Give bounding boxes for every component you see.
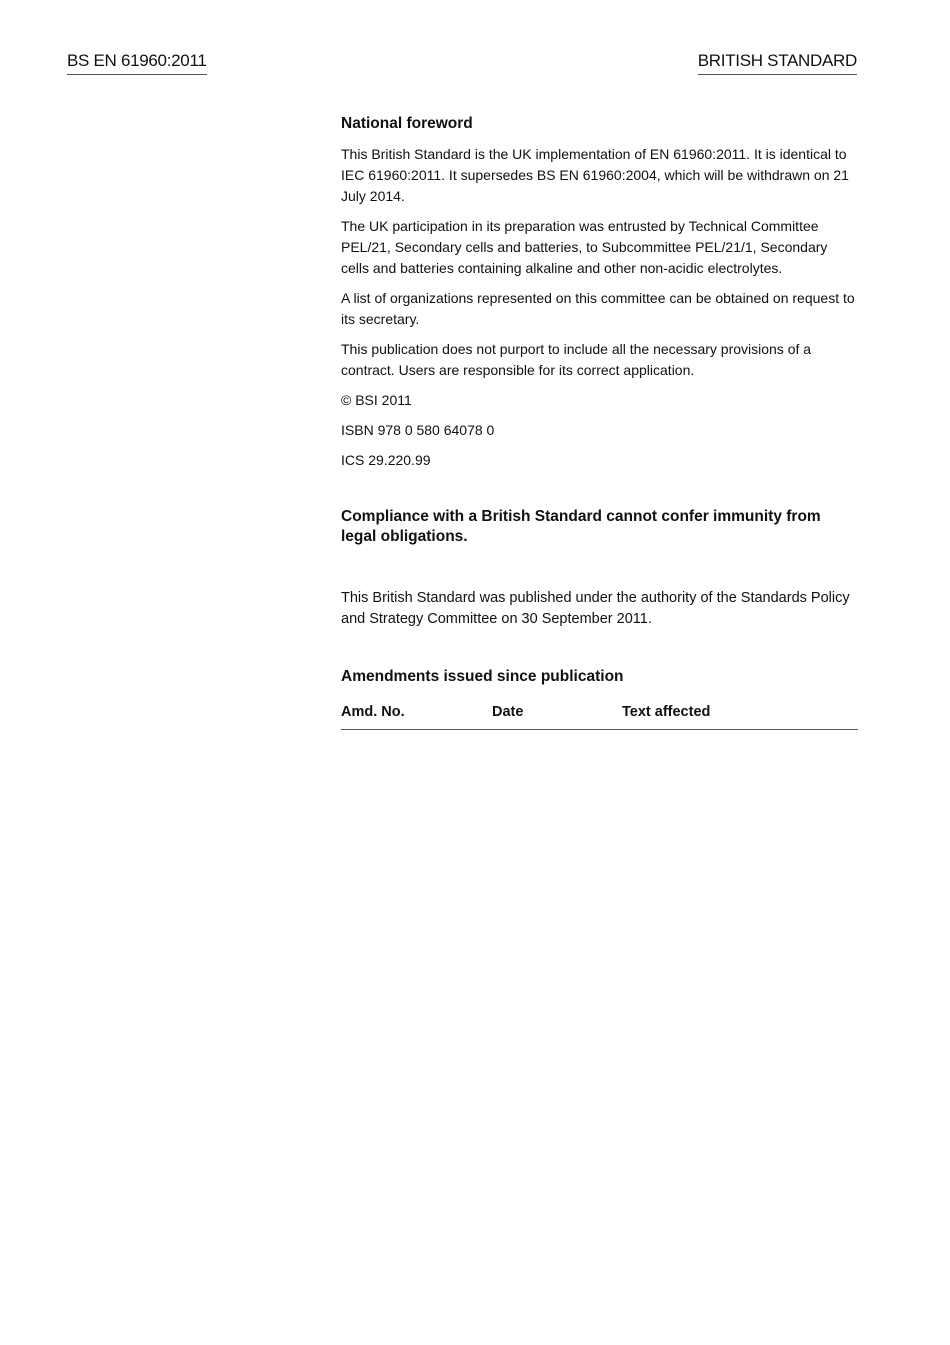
amendments-table-header — [341, 702, 858, 730]
foreword-title: National foreword — [341, 115, 473, 132]
amendments-title: Amendments issued since publication — [341, 668, 624, 685]
copyright-notice: © BSI 2011 — [341, 392, 412, 408]
column-header-date: Date — [492, 704, 524, 720]
ics-code: ICS 29.220.99 — [341, 452, 431, 468]
document-id-header: BS EN 61960:2011 — [67, 50, 207, 75]
column-header-amd-no: Amd. No. — [341, 704, 405, 720]
foreword-paragraph-implementation: This British Standard is the UK implementation of EN 61960:2011. It is identical to IEC 61960:2011. It supersedes BS EN 61960:2004, which will be withdrawn on 21 July 2014. — [341, 146, 849, 204]
foreword-paragraph-provisions: This publication does not purport to include all the necessary provisions of a contract. Users are responsible for its correct application. — [341, 341, 812, 378]
authority-statement: This British Standard was published under the authority of the Standards Policy and Strategy Committee on 30 September 2011. — [341, 590, 850, 627]
document-type-header: BRITISH STANDARD — [698, 50, 857, 75]
national-foreword-section — [341, 114, 858, 720]
isbn-number: ISBN 978 0 580 64078 0 — [341, 422, 495, 438]
foreword-paragraph-organizations: A list of organizations represented on this committee can be obtained on request to its secretary. — [341, 290, 855, 327]
foreword-paragraph-participation: The UK participation in its preparation was entrusted by Technical Committee PEL/21, Secondary cells and batteries, to Subcommittee PEL/21/1, Secondary cells and batteries containing alkaline and other non-acidic electrolytes. — [341, 218, 828, 276]
compliance-notice: Compliance with a British Standard cannot confer immunity from legal obligations. — [341, 508, 821, 545]
column-header-text-affected: Text affected — [622, 704, 711, 720]
